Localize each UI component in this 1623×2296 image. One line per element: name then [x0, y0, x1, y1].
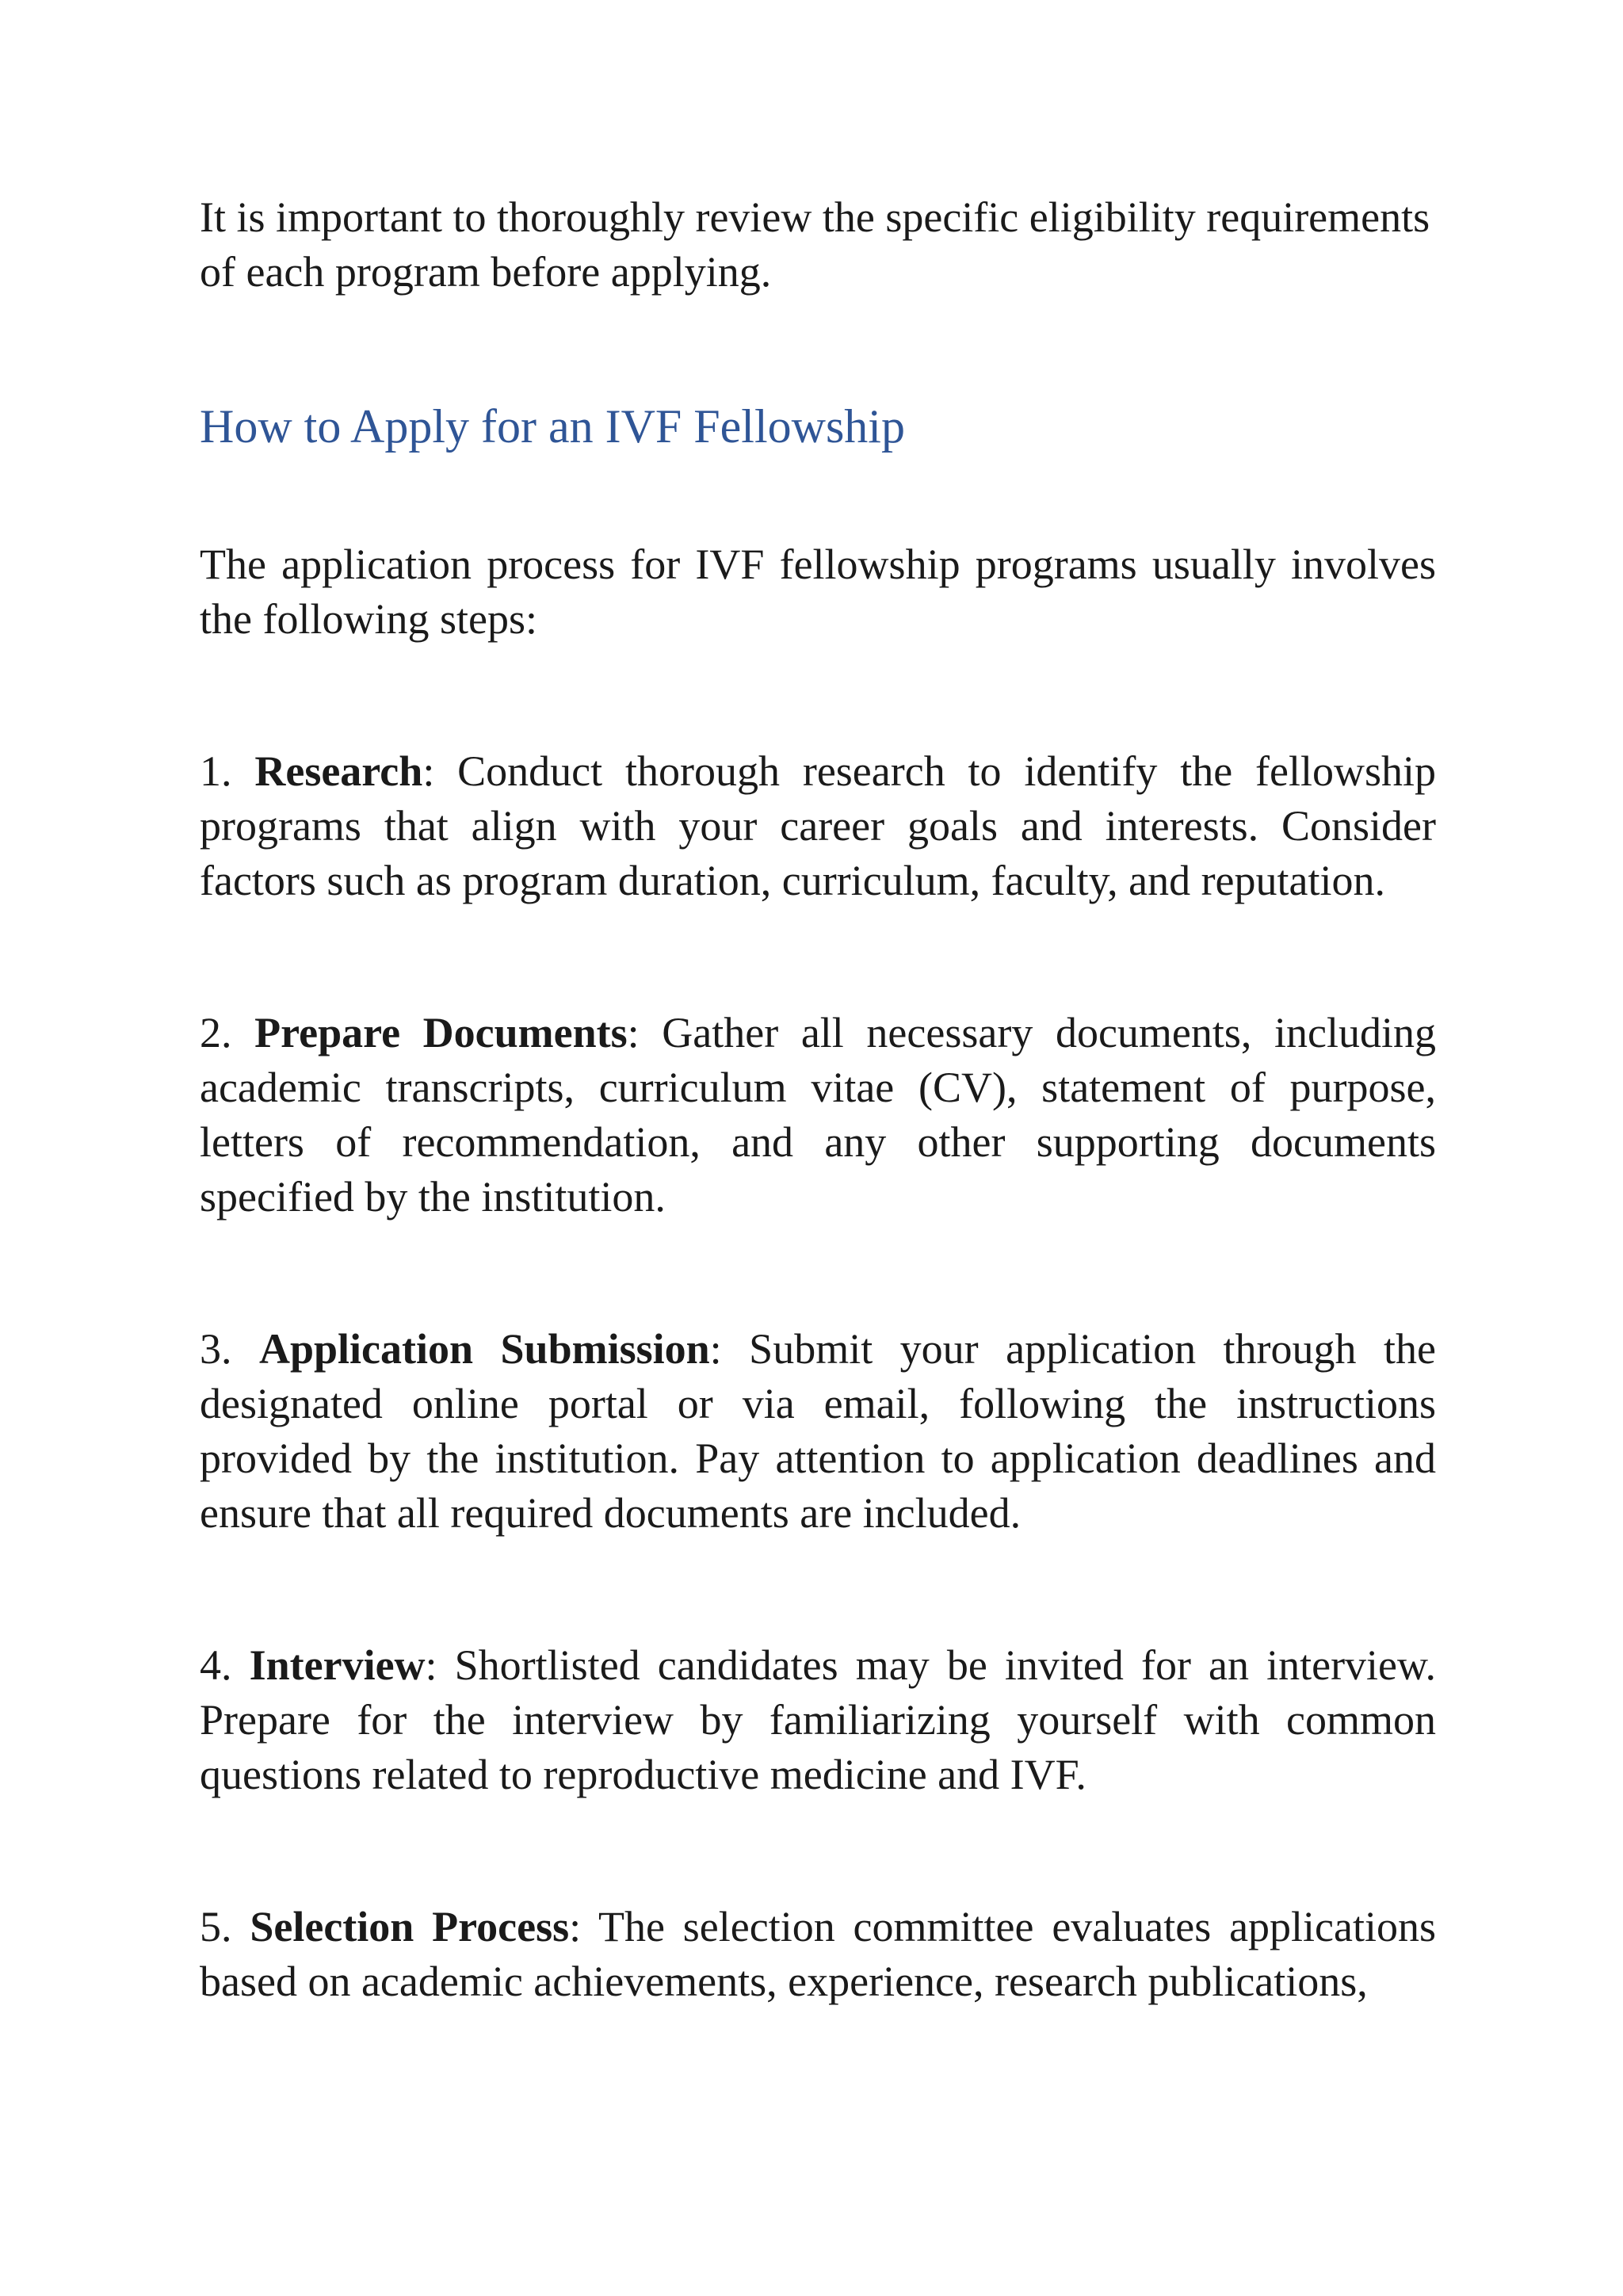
- step-application-submission: [200, 1322, 1436, 1541]
- step-title: Research: [254, 747, 423, 795]
- lead-paragraph: The application process for IVF fellowship programs usually involves the following steps:: [200, 541, 1436, 643]
- step-title: Prepare Documents: [254, 1009, 628, 1056]
- step-selection-process: [200, 1900, 1436, 2009]
- step-research: [200, 744, 1436, 908]
- step-text: : Shortlisted candidates may be invited for an interview. Prepare for the interview by familiarizing yourself with common questions related to reproductive medicine and IVF.: [200, 1641, 1437, 1798]
- step-interview: [200, 1638, 1436, 1802]
- document-page: [200, 190, 1436, 2009]
- step-title: Selection Process: [250, 1903, 570, 1950]
- step-number: 5.: [200, 1903, 250, 1950]
- step-title: Interview: [249, 1641, 426, 1689]
- step-text: : Conduct thorough research to identify the fellowship programs that align with your career goals and interests. Consider factors such as program duration, curriculum, faculty, and reputation.: [200, 747, 1437, 904]
- step-number: 2.: [200, 1009, 255, 1056]
- step-text: : Submit your application through the designated online portal or via email, following the instructions provided by the institution. Pay attention to application deadlines and ensure that all required documents are included.: [200, 1325, 1436, 1537]
- step-prepare-documents: [200, 1006, 1436, 1224]
- step-number: 3.: [200, 1325, 259, 1373]
- step-number: 4.: [200, 1641, 250, 1689]
- intro-paragraph: It is important to thoroughly review the specific eligibility requirements of each program before applying.: [200, 193, 1430, 296]
- section-heading: How to Apply for an IVF Fellowship: [200, 400, 905, 453]
- step-text: : The selection committee evaluates applications based on academic achievements, experience, research publications,: [200, 1903, 1436, 2005]
- step-number: 1.: [200, 747, 255, 795]
- step-title: Application Submission: [258, 1325, 710, 1373]
- step-text: : Gather all necessary documents, including academic transcripts, curriculum vitae (CV), statement of purpose, letters of recommendation, and any other supporting documents specified by the institution.: [200, 1009, 1436, 1221]
